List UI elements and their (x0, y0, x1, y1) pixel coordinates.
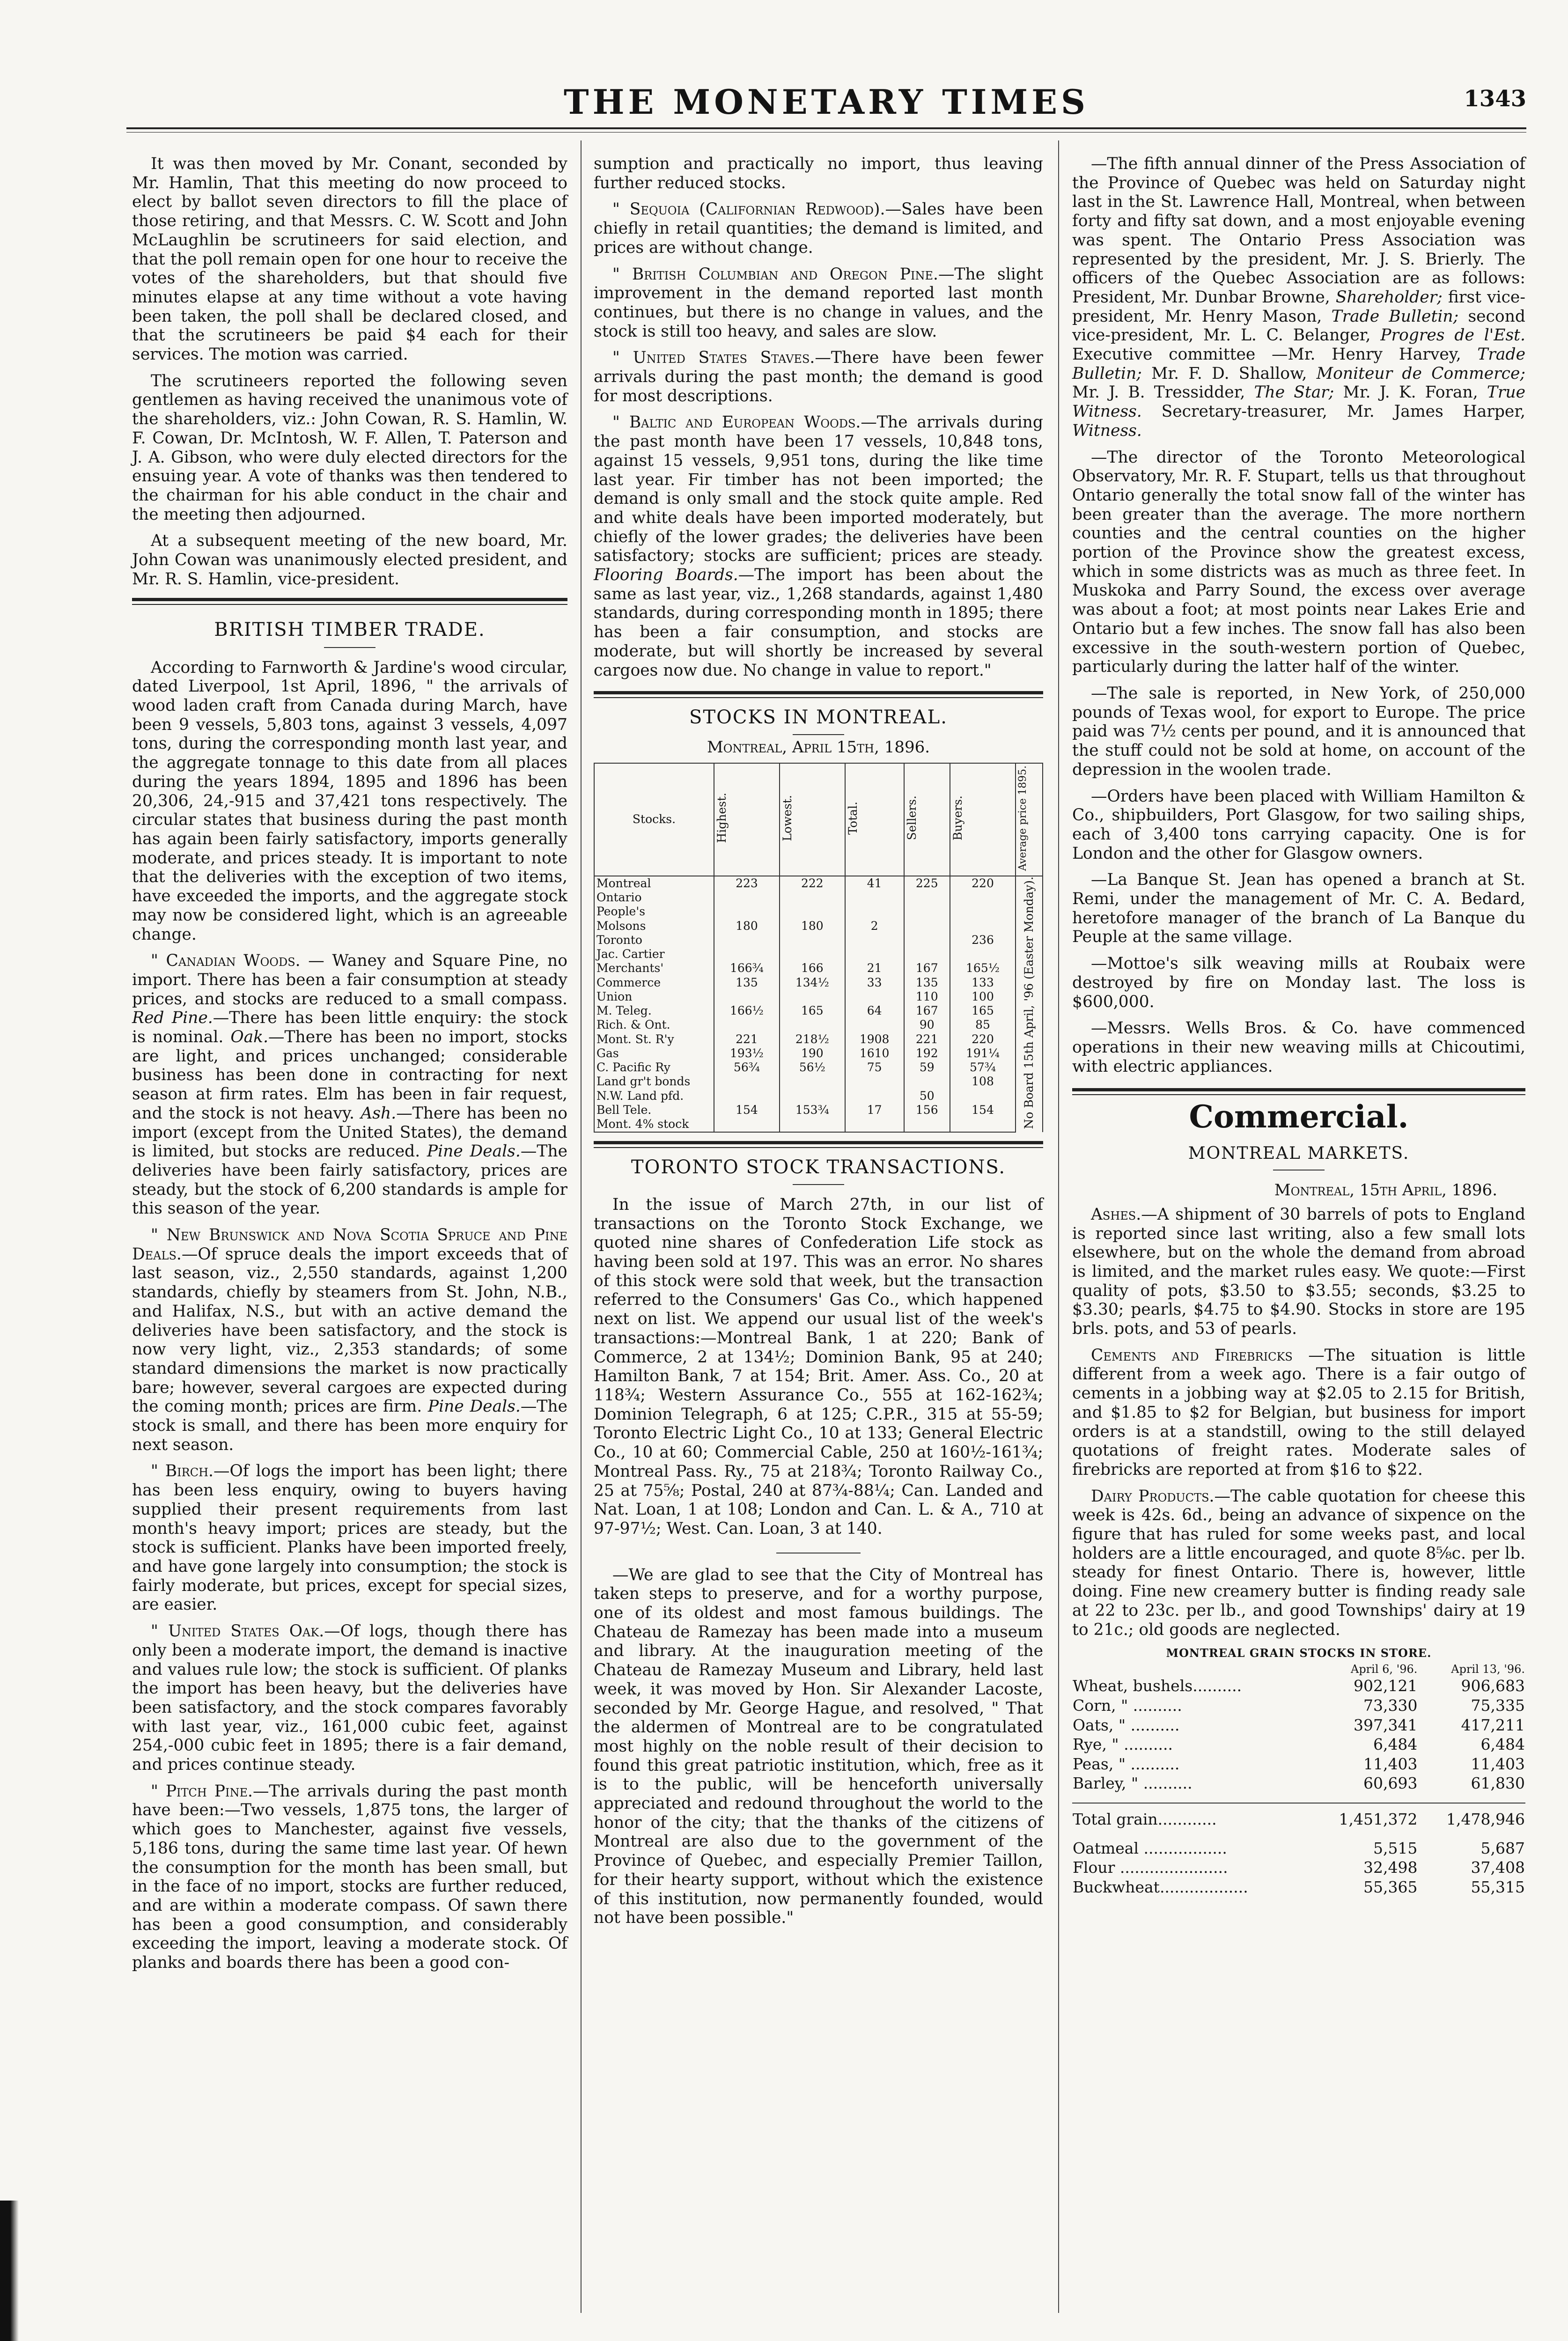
masthead-rule-thin (126, 132, 1526, 133)
stock-name-cell: Bell Tele. (594, 1103, 714, 1117)
grain-name-cell: Rye, " .......... (1073, 1735, 1173, 1754)
grain-header-row (1072, 1662, 1525, 1677)
stock-total-cell (845, 1075, 904, 1089)
stock-name-cell: Land gr't bonds (594, 1075, 714, 1089)
spacer-row (1072, 1829, 1525, 1839)
stock-lowest-cell (780, 1018, 845, 1032)
stock-lowest-cell: 218½ (780, 1032, 845, 1046)
grain-a-cell: 73,330 (1363, 1696, 1418, 1715)
stock-lowest-cell (780, 990, 845, 1004)
stock-highest-cell (714, 1018, 780, 1032)
short-rule (793, 1184, 844, 1185)
table-row (1072, 1877, 1525, 1897)
paragraph: " British Columbian and Oregon Pine.—The slight improvement in the demand reported last month continues, but there is no change in values, and the stock is still too heavy, and sales are slow. (594, 265, 1044, 341)
paragraph: " Canadian Woods. — Waney and Square Pine, no import. There has been a fair consumption at steady prices, and stocks are reduced to a small compass. Red Pine.—There has been little enquiry: the stock is nominal. Oak.—There has been no import, stocks are light, and prices unchanged; considerable business has been done in contracting for next season at firm rates. Elm has been in fair request, and the stock is not heavy. Ash.—There has been no import (except from the United States), the demand is limited, but stocks are reduced. Pine Deals.—The deliveries have been fairly satisfactory, prices are steady, but the stock of 6,200 standards is ample for this season of the year. (132, 951, 568, 1218)
table-row (594, 1075, 1043, 1089)
stock-buyers-cell: 191¼ (950, 1046, 1016, 1060)
table-row (1072, 1858, 1525, 1877)
table-row (1072, 1803, 1525, 1829)
paragraph: According to Farnworth & Jardine's wood circular, dated Liverpool, 1st April, 1896, " the arrivals of wood laden craft from Canada during March, have been 9 vessels, 5,803 tons, against 3 vessels, 4,097 tons, during the corresponding month last year, and the aggregate tonnage to this date from all places during the years 1894, 1895 and 1896 has been 20,306, 24,-915 and 37,421 tons respectively. The circular states that business during the past month has again been fairly satisfactory, imports generally moderate, and prices steady. It is important to note that the deliveries with the exception of two items, have exceeded the imports, and the aggregate stock may now be considered light, which is an agreeable change. (132, 658, 567, 944)
masthead-rule (126, 127, 1526, 129)
stocks-table (594, 763, 1043, 1133)
stock-buyers-cell (950, 1117, 1016, 1132)
stock-buyers-cell: 165½ (950, 961, 1016, 975)
stock-buyers-cell (950, 905, 1016, 919)
section-rule (594, 691, 1043, 694)
run-in-head: " United States Staves. (612, 348, 815, 368)
stock-name-cell: Merchants' (594, 961, 714, 975)
stock-lowest-cell (780, 1089, 845, 1103)
grain-a-cell: 1,451,372 (1310, 1803, 1418, 1829)
stock-highest-cell: 180 (714, 919, 780, 933)
stock-lowest-cell: 165 (780, 1004, 845, 1018)
section-rule (132, 598, 567, 601)
table-row (594, 976, 1043, 990)
stock-total-cell: 64 (845, 1004, 904, 1018)
markets-dateline: Montreal, 15th April, 1896. (1274, 1180, 1497, 1200)
paragraph: " United States Oak.—Of logs, though there has only been a moderate import, the demand is inactive and values rule low; the stock is sufficient. Of planks the import has been heavy, but the deliveries have been satisfactory, and the stock compares favorably with last year, viz., 161,000 cubic feet, against 254,-000 cubic feet in 1895; there is a fair demand, and prices continue steady. (132, 1622, 567, 1774)
stock-buyers-cell: 57¾ (950, 1060, 1016, 1075)
grain-b-cell: 906,683 (1461, 1677, 1525, 1695)
stock-name-cell: Montreal (594, 876, 714, 891)
col-header: Buyers. (950, 763, 1016, 876)
paragraph: " Pitch Pine.—The arrivals during the past month have been:—Two vessels, 1,875 tons, the larger of which goes to Manchester, against five vessels, 5,186 tons, during the same time last year. Of hewn the consumption for the month has been small, but in the face of no import, stocks are further reduced, and are within a moderate compass. Of sawn there has been a good consumption, and considerably exceeding the import, leaving a moderate stock. Of planks and boards there has been a good con- (132, 1782, 567, 1973)
grain-name-cell: Buckwheat.................. (1073, 1877, 1248, 1896)
stock-total-cell (845, 905, 904, 919)
grain-name-cell: Flour ...................... (1073, 1858, 1228, 1877)
no-board-note-text: No Board 15th April, '96 (Easter Monday). (1022, 876, 1036, 1129)
column-3 (1072, 155, 1525, 1897)
grain-a-cell: 60,693 (1363, 1774, 1418, 1793)
stock-lowest-cell (780, 1117, 845, 1132)
stock-highest-cell: 56¾ (714, 1060, 780, 1075)
page-title: THE MONETARY TIMES (563, 82, 1090, 122)
stock-name-cell: Mont. St. R'y (594, 1032, 714, 1046)
stock-buyers-cell (950, 891, 1016, 905)
stock-lowest-cell: 222 (780, 876, 845, 891)
table-row (594, 891, 1043, 905)
stock-total-cell (845, 1089, 904, 1103)
table-row (1072, 1696, 1525, 1715)
grain-name-cell: Peas, " .......... (1073, 1754, 1180, 1773)
grain-b-cell: 5,687 (1480, 1839, 1525, 1857)
grain-b-cell: 11,403 (1471, 1754, 1525, 1773)
grain-name-cell: Oats, " .......... (1073, 1715, 1180, 1734)
grain-b-cell: 75,335 (1471, 1696, 1525, 1715)
stock-buyers-cell: 154 (950, 1103, 1016, 1117)
paragraph: Cements and Firebricks —The situation is little different from a week ago. There is a fair outgo of cements in a jobbing way at $2.05 to 2.15 for British, and $1.85 to $2 for Belgian, but business for import orders is at a standstill, owing to the still delayed quotations of freight rates. Moderate sales of firebricks are reported at from $16 to $22. (1072, 1346, 1525, 1479)
col-header: Highest. (714, 763, 780, 876)
paragraph: The scrutineers reported the following seven gentlemen as having received the unanimous vote of the shareholders, viz.: John Cowan, R. S. Hamlin, W. F. Cowan, Dr. McIntosh, W. F. Allen, T. Paterson and J. A. Gibson, who were duly elected directors for the ensuing year. A vote of thanks was then tendered to the chairman for his able conduct in the chair and the meeting then adjourned. (132, 371, 567, 524)
stock-lowest-cell: 166 (780, 961, 845, 975)
stock-name-cell: M. Teleg. (594, 1004, 714, 1018)
table-row (594, 933, 1043, 947)
stock-lowest-cell: 134½ (780, 976, 845, 990)
stock-name-cell: Ontario (594, 891, 714, 905)
column-2 (594, 155, 1043, 1935)
section-rule-thin (594, 697, 1043, 698)
paragraph: " United States Staves.—There have been fewer arrivals during the past month; the demand is good for most descriptions. (594, 348, 1043, 405)
stock-total-cell: 17 (845, 1103, 904, 1117)
stock-highest-cell: 166¾ (714, 961, 780, 975)
stock-sellers-cell: 167 (904, 961, 950, 975)
col-header: Lowest. (780, 763, 845, 876)
table-row (594, 876, 1043, 891)
stock-lowest-cell (780, 933, 845, 947)
stock-highest-cell (714, 947, 780, 961)
paragraph: Dairy Products.—The cable quotation for cheese this week is 42s. 6d., being an advance of sixpence on the figure that has ruled for some weeks past, and local holders are a little encouraged, and quote 8⅝c. per lb. steady for finest Ontario. There is, however, little doing. Fine new creamery butter is finding ready sale at 22 to 23c. per lb., and good Townships' dairy at 19 to 21c.; old goods are neglected. (1072, 1487, 1526, 1639)
stock-sellers-cell (904, 1117, 950, 1132)
stock-highest-cell: 154 (714, 1103, 780, 1117)
grain-a-cell: 6,484 (1373, 1735, 1418, 1754)
stock-sellers-cell (904, 947, 950, 961)
table-row (1072, 1754, 1525, 1774)
stock-sellers-cell (904, 1075, 950, 1089)
stock-name-cell: Commerce (594, 976, 714, 990)
table-row (1072, 1774, 1525, 1793)
table-row (1072, 1715, 1525, 1735)
table-row (594, 905, 1043, 919)
paragraph: —The sale is reported, in New York, of 250,000 pounds of Texas wool, for export to Europe. The price paid was 7½ cents per pound, and it is announced that the stuff could not be sold at home, on account of the depression in the woolen trade. (1072, 684, 1525, 779)
paragraph: —La Banque St. Jean has opened a branch at St. Remi, under the management of Mr. C. A. Bedard, heretofore manager of the branch of La Banque du Peuple at the same village. (1072, 870, 1525, 947)
grain-name-cell: Corn, " .......... (1073, 1696, 1182, 1715)
table-row (1072, 1676, 1525, 1696)
col-header: Sellers. (904, 763, 950, 876)
stock-buyers-cell: 100 (950, 990, 1016, 1004)
run-in-head: " United States Oak. (151, 1622, 324, 1641)
stock-highest-cell (714, 1075, 780, 1089)
column-1 (132, 155, 567, 1980)
grain-a-cell: 397,341 (1353, 1715, 1418, 1734)
spacer-row (1072, 1793, 1525, 1803)
stock-buyers-cell: 220 (950, 1032, 1016, 1046)
stock-total-cell: 33 (845, 976, 904, 990)
stock-sellers-cell: 90 (904, 1018, 950, 1032)
col-header: April 6, '96. (1350, 1662, 1418, 1676)
masthead (126, 82, 1526, 124)
stock-lowest-cell: 153¾ (780, 1103, 845, 1117)
table-row (594, 990, 1043, 1004)
paragraph: " Sequoia (Californian Redwood).—Sales have been chiefly in retail quantities; the demand is limited, and prices are without change. (594, 200, 1043, 257)
binding-shadow (0, 2201, 19, 2341)
stock-lowest-cell (780, 905, 845, 919)
paragraph: Ashes.—A shipment of 30 barrels of pots to England is reported since last writing, also a few small lots elsewhere, but on the whole the demand from abroad is limited, and the market rules easy. We quote:—First quality of pots, $3.50 to $3.55; seconds, $3.25 to $3.30; pearls, $4.75 to $4.90. Stocks in store are 195 brls. pots, and 53 of pearls. (1072, 1205, 1525, 1339)
table-row (594, 1004, 1043, 1018)
table-row (1072, 1735, 1525, 1754)
col-header: Average price 1895. (1016, 763, 1043, 876)
stock-highest-cell (714, 1089, 780, 1103)
stock-buyers-cell: 133 (950, 976, 1016, 990)
table-row (594, 947, 1043, 961)
paragraph: In the issue of March 27th, in our list of transactions on the Toronto Stock Exchange, we quoted nine shares of Confederation Life stock as having been sold at 197. This was an error. No shares of this stock were sold that week, but the transaction referred to the Consumers' Gas Co., which happened next on list. We append our usual list of the week's transactions:—Montreal Bank, 1 at 220; Bank of Commerce, 2 at 134½; Dominion Bank, 95 at 240; Hamilton Bank, 7 at 154; Brit. Amer. Ass. Co., 20 at 118¾; Western Assurance Co., 555 at 162-162¾; Dominion Telegraph, 6 at 125; C.P.R., 315 at 55-59; Toronto Electric Light Co., 10 at 133; General Electric Co., 10 at 60; Commercial Cable, 250 at 160½-161¾; Montreal Pass. Ry., 75 at 218¾; Toronto Railway Co., 25 at 75⅝; Postal, 240 at 87¾-88¼; Can. Landed and Nat. Loan, 1 at 108; London and Can. L. & A., 710 at 97-97½; West. Can. Loan, 3 at 140. (594, 1195, 1043, 1538)
grain-b-cell: 37,408 (1471, 1858, 1525, 1877)
run-in-head: " Canadian Woods. (151, 951, 301, 971)
stock-highest-cell (714, 1117, 780, 1132)
stock-name-cell: Mont. 4% stock (594, 1117, 714, 1132)
stock-name-cell: People's (594, 905, 714, 919)
col-header: April 13, '96. (1451, 1662, 1525, 1676)
grain-stocks-title: MONTREAL GRAIN STOCKS IN STORE. (1166, 1646, 1432, 1660)
stock-sellers-cell: 135 (904, 976, 950, 990)
stock-lowest-cell: 190 (780, 1046, 845, 1060)
grain-a-cell: 5,515 (1373, 1839, 1418, 1857)
table-row (594, 961, 1043, 975)
stock-total-cell: 75 (845, 1060, 904, 1075)
stock-sellers-cell (904, 905, 950, 919)
stock-lowest-cell: 56½ (780, 1060, 845, 1075)
section-rule (1072, 1088, 1525, 1091)
table-row (594, 1018, 1043, 1032)
paragraph: —The director of the Toronto Meteorological Observatory, Mr. R. F. Stupart, tells us that throughout Ontario generally the total snow fall of the winter has been greater than the average. The more northern counties and the central counties on the higher portion of the Province show the greatest excess, which in some districts was as much as three feet. In Muskoka and Parry Sound, the excess over average was about a foot; at most points near Lakes Erie and Ontario but a few inches. The snow fall has also been excessive in the south-western portion of Quebec, particularly during the latter half of the winter. (1072, 448, 1525, 677)
grain-name-cell: Barley, " .......... (1073, 1774, 1193, 1793)
stock-sellers-cell (904, 919, 950, 933)
grain-name-cell: Wheat, bushels.......... (1073, 1677, 1242, 1695)
stock-name-cell: Gas (594, 1046, 714, 1060)
stock-highest-cell (714, 905, 780, 919)
stock-buyers-cell (950, 1089, 1016, 1103)
paragraph: —Orders have been placed with William Hamilton & Co., shipbuilders, Port Glasgow, for two sailing ships, each of 3,400 tons carrying capacity. One is for London and the other for Glasgow owners. (1072, 787, 1525, 863)
stock-highest-cell (714, 990, 780, 1004)
stock-name-cell: Jac. Cartier (594, 947, 714, 961)
stock-total-cell (845, 1018, 904, 1032)
table-row (594, 1103, 1043, 1117)
short-rule (324, 647, 375, 648)
short-rule (793, 734, 844, 735)
paragraph: " Birch.—Of logs the import has been light; there has been less enquiry, owing to buyers having supplied their present requirements from last month's heavy import; prices are steady, but the stock is sufficient. Planks have been imported freely, and have gone largely into consumption; the stock is fairly moderate, but prices, except for special sizes, are easier. (132, 1462, 567, 1614)
stocks-header-row (594, 763, 1043, 876)
stocks-body (594, 876, 1043, 1132)
stock-highest-cell: 135 (714, 976, 780, 990)
section-rule-thin (1072, 1094, 1525, 1095)
stock-buyers-cell (950, 947, 1016, 961)
run-in-head: " New Brunswick and Nova Scotia Spruce and Pine Deals. (132, 1226, 567, 1264)
paragraph: —Messrs. Wells Bros. & Co. have commenced operations in their new weaving mills at Chicoutimi, with electric appliances. (1072, 1019, 1525, 1076)
paragraph: At a subsequent meeting of the new board, Mr. John Cowan was unanimously elected president, and Mr. R. S. Hamlin, vice-president. (132, 531, 567, 589)
table-row (594, 1032, 1043, 1046)
table-row (1072, 1839, 1525, 1858)
stock-sellers-cell: 221 (904, 1032, 950, 1046)
stock-sellers-cell: 192 (904, 1046, 950, 1060)
col-header: Total. (845, 763, 904, 876)
stock-sellers-cell: 50 (904, 1089, 950, 1103)
stock-lowest-cell: 180 (780, 919, 845, 933)
paragraph: sumption and practically no import, thus leaving further reduced stocks. (594, 155, 1043, 192)
run-in-head: " Baltic and European Woods. (612, 413, 861, 432)
stock-sellers-cell: 156 (904, 1103, 950, 1117)
table-row (594, 1117, 1043, 1132)
heading-toronto-stock-transactions: TORONTO STOCK TRANSACTIONS. (631, 1156, 1006, 1178)
stock-buyers-cell: 236 (950, 933, 1016, 947)
grain-a-cell: 55,365 (1363, 1877, 1418, 1896)
stock-total-cell (845, 990, 904, 1004)
stock-total-cell (845, 1117, 904, 1132)
stock-lowest-cell (780, 891, 845, 905)
stock-buyers-cell: 165 (950, 1004, 1016, 1018)
stock-total-cell (845, 891, 904, 905)
grain-a-cell: 902,121 (1353, 1677, 1418, 1695)
run-in-head: " Birch. (151, 1462, 213, 1481)
stock-sellers-cell: 59 (904, 1060, 950, 1075)
paragraph: It was then moved by Mr. Conant, seconded by Mr. Hamlin, That this meeting do now proceed to elect by ballot seven directors to fill the place of those retiring, and that Messrs. C. W. Scott and John McLaughlin be scrutineers for said election, and that the poll remain open for one hour to receive the votes of the shareholders, but that should five minutes elapse at any time without a vote having been taken, the poll shall be declared closed, and that the scrutineers be paid $4 each for their services. The motion was carried. (132, 155, 567, 364)
grain-b-cell: 61,830 (1471, 1774, 1525, 1793)
grain-b-cell: 55,315 (1471, 1877, 1525, 1896)
stock-name-cell: Molsons (594, 919, 714, 933)
stock-buyers-cell: 85 (950, 1018, 1016, 1032)
stock-highest-cell: 166½ (714, 1004, 780, 1018)
stock-sellers-cell: 225 (904, 876, 950, 891)
stocks-dateline: Montreal, April 15th, 1896. (707, 738, 930, 757)
heading-stocks-in-montreal: STOCKS IN MONTREAL. (689, 707, 948, 729)
stock-buyers-cell: 220 (950, 876, 1016, 891)
heading-british-timber-trade: BRITISH TIMBER TRADE. (214, 619, 486, 641)
run-in-head: " Pitch Pine. (151, 1782, 253, 1801)
stock-total-cell (845, 947, 904, 961)
no-board-note (1016, 876, 1043, 1132)
section-rule (594, 1141, 1043, 1144)
run-in-head: " Sequoia (Californian Redwood). (612, 200, 885, 219)
stock-sellers-cell: 110 (904, 990, 950, 1004)
commercial-heading: Commercial. (1189, 1098, 1409, 1135)
run-in-head: Cements and Firebricks (1091, 1346, 1293, 1365)
stock-total-cell: 1610 (845, 1046, 904, 1060)
stock-total-cell (845, 933, 904, 947)
paragraph: —The fifth annual dinner of the Press Association of the Province of Quebec was held on Saturday night last in the St. Lawrence Hall, Montreal, when between forty and fifty sat down, and a most enjoyable evening was spent. The Ontario Press Association was represented by the president, Mr. J. S. Brierly. The officers of the Quebec Association are as follows: President, Mr. Dunbar Browne, Shareholder; first vice-president, Mr. Henry Mason, Trade Bulletin; second vice-president, Mr. L. C. Belanger, Progres de l'Est. Executive committee —Mr. Henry Harvey, Trade Bulletin; Mr. F. D. Shallow, Moniteur de Commerce; Mr. J. B. Tressidder, The Star; Mr. J. K. Foran, True Witness. Secretary-treasurer, Mr. James Harper, Witness. (1072, 155, 1525, 440)
stock-name-cell: Union (594, 990, 714, 1004)
stock-total-cell: 2 (845, 919, 904, 933)
paragraph: —We are glad to see that the City of Montreal has taken steps to preserve, and for a worthy purpose, one of its oldest and most famous buildings. The Chateau de Ramezay has been made into a museum and library. At the inauguration meeting of the Chateau de Ramezay Museum and Library, held last week, it was moved by Hon. Sir Alexander Lacoste, seconded by Mr. George Hague, and resolved, " That the aldermen of Montreal are to be congratulated most highly on the noble result of their decision to found this great patriotic institution, which, free as it is to the public, will be henceforth universally appreciated and redound throughout the world to the honor of the city; that the thanks of the citizens of Montreal are also due to the government of the Province of Quebec, and especially Premier Taillon, for their hearty support, without which the existence of this institution, now permanently founded, would not have been possible." (594, 1565, 1043, 1928)
table-row (594, 1089, 1043, 1103)
section-rule-thin (594, 1147, 1043, 1148)
stock-highest-cell: 221 (714, 1032, 780, 1046)
grain-b-cell: 6,484 (1480, 1735, 1525, 1754)
run-in-head: Dairy Products. (1091, 1487, 1215, 1506)
stock-lowest-cell (780, 1075, 845, 1089)
grain-name-cell: Total grain............ (1072, 1803, 1310, 1829)
stock-name-cell: N.W. Land pfd. (594, 1089, 714, 1103)
table-row (594, 1046, 1043, 1060)
stock-lowest-cell (780, 947, 845, 961)
stock-buyers-cell: 108 (950, 1075, 1016, 1089)
grain-name-cell: Oatmeal ................. (1073, 1839, 1227, 1857)
run-in-head: " British Columbian and Oregon Pine. (612, 265, 938, 284)
col-header: Stocks. (594, 763, 714, 876)
run-in-head: Ashes. (1091, 1205, 1141, 1224)
stock-highest-cell: 223 (714, 876, 780, 891)
stock-name-cell: Toronto (594, 933, 714, 947)
stock-name-cell: C. Pacific Ry (594, 1060, 714, 1075)
stock-total-cell: 21 (845, 961, 904, 975)
stock-sellers-cell: 167 (904, 1004, 950, 1018)
stock-sellers-cell (904, 933, 950, 947)
column-rule-1 (581, 140, 582, 2313)
grain-stocks-table (1072, 1662, 1525, 1897)
table-row (594, 1060, 1043, 1075)
table-row (594, 919, 1043, 933)
grain-a-cell: 32,498 (1363, 1858, 1418, 1877)
stock-buyers-cell (950, 919, 1016, 933)
grain-body (1072, 1676, 1525, 1897)
grain-a-cell: 11,403 (1363, 1754, 1418, 1773)
stock-total-cell: 1908 (845, 1032, 904, 1046)
stock-highest-cell (714, 891, 780, 905)
paragraph: —Mottoe's silk weaving mills at Roubaix were destroyed by fire on Monday last. The loss is $600,000. (1072, 954, 1525, 1011)
stock-highest-cell: 193½ (714, 1046, 780, 1060)
stock-total-cell: 41 (845, 876, 904, 891)
stock-name-cell: Rich. & Ont. (594, 1018, 714, 1032)
page-number: 1343 (1464, 86, 1526, 112)
paragraph: " Baltic and European Woods.—The arrivals during the past month have been 17 vessels, 10,848 tons, against 15 vessels, 9,951 tons, during the like time last year. Fir timber has not been imported; the demand is only small and the stock quite ample. Red and white deals have been imported moderately, but chiefly of the lower grades; the deliveries have been satisfactory; stocks are sufficient; prices are steady. Flooring Boards.—The import has been about the same as last year, viz., 1,268 standards, against 1,480 standards, during corresponding month in 1895; there has been a fair consumption, and stocks are moderate, but will shortly be increased by several cargoes now due. No change in value to report." (594, 413, 1043, 680)
column-rule-2 (1058, 140, 1059, 2313)
stock-highest-cell (714, 933, 780, 947)
stock-sellers-cell (904, 891, 950, 905)
grain-b-cell: 417,211 (1461, 1715, 1525, 1734)
section-rule-thin (132, 604, 567, 605)
heading-montreal-markets: MONTREAL MARKETS. (1188, 1144, 1410, 1163)
paragraph: " New Brunswick and Nova Scotia Spruce and Pine Deals.—Of spruce deals the import exceeds that of last season, viz., 2,550 standards, against 1,200 standards, chiefly by steamers from St. John, N.B., and Halifax, N.S., but with an active demand the deliveries have been satisfactory, and the stock is now very light, viz., 2,353 standards; of some standard dimensions the market is now practically bare; however, several cargoes are expected during the coming month; prices are firm. Pine Deals.—The stock is small, and there has been more enquiry for next season. (132, 1226, 568, 1454)
grain-b-cell: 1,478,946 (1418, 1803, 1525, 1829)
